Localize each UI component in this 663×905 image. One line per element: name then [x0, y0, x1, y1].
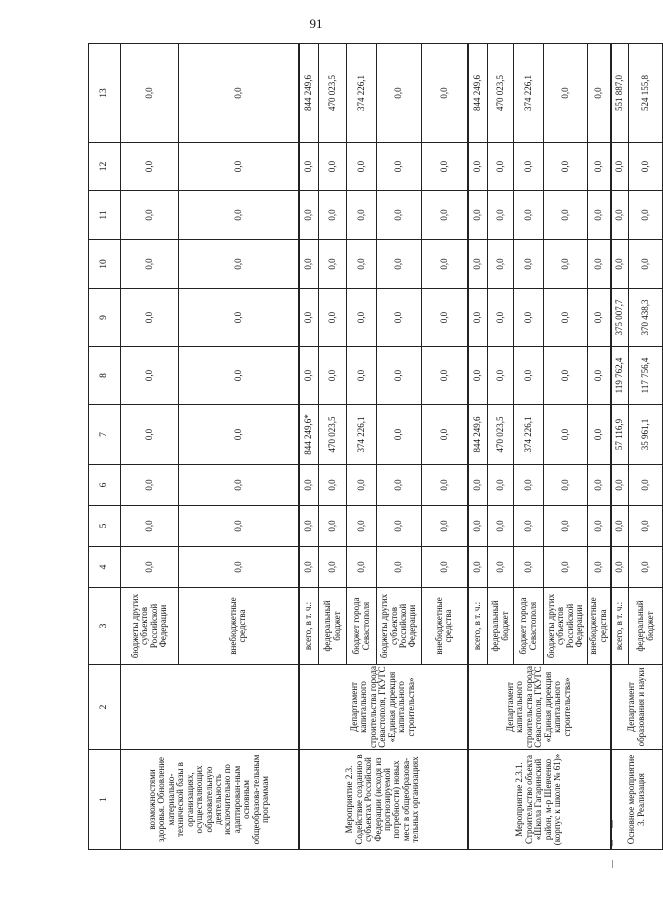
col-num-6: 6 — [89, 465, 121, 506]
value-cell: 0,0 — [299, 143, 319, 191]
value-cell: 0,0 — [544, 405, 588, 465]
value-cell: 0,0 — [514, 547, 544, 588]
value-cell: 0,0 — [544, 289, 588, 347]
value-cell: 0,0 — [468, 143, 488, 191]
value-cell: 0,0 — [629, 547, 663, 588]
value-cell: 0,0 — [121, 405, 179, 465]
value-cell: 0,0 — [468, 347, 488, 405]
value-cell: 0,0 — [488, 547, 514, 588]
value-cell: 0,0 — [377, 289, 422, 347]
value-cell: 0,0 — [347, 143, 377, 191]
funding-source: всего, в т. ч.: — [299, 588, 319, 665]
value-cell: 470 023,5 — [488, 405, 514, 465]
value-cell: 0,0 — [121, 347, 179, 405]
value-cell: 844 249,6 — [299, 44, 319, 143]
margin-mark — [612, 820, 613, 828]
value-cell: 0,0 — [319, 143, 347, 191]
value-cell: 0,0 — [488, 506, 514, 547]
table-row — [121, 44, 179, 850]
value-cell: 0,0 — [121, 240, 179, 289]
col-num-10: 10 — [89, 240, 121, 289]
value-cell: 0,0 — [488, 240, 514, 289]
col-num-2: 2 — [89, 665, 121, 750]
page-number: 91 — [309, 16, 323, 31]
value-cell: 0,0 — [629, 143, 663, 191]
value-cell: 0,0 — [514, 191, 544, 240]
value-cell: 0,0 — [514, 240, 544, 289]
value-cell: 0,0 — [377, 44, 422, 143]
value-cell: 0,0 — [544, 240, 588, 289]
value-cell: 0,0 — [347, 547, 377, 588]
value-cell: 0,0 — [347, 506, 377, 547]
value-cell: 0,0 — [468, 240, 488, 289]
value-cell: 0,0 — [121, 506, 179, 547]
value-cell: 0,0 — [422, 44, 468, 143]
value-cell: 0,0 — [588, 44, 611, 143]
value-cell: 0,0 — [544, 347, 588, 405]
value-cell: 0,0 — [544, 191, 588, 240]
funding-source: федеральный бюджет — [319, 588, 347, 665]
table-row — [611, 44, 629, 850]
value-cell: 0,0 — [299, 547, 319, 588]
value-cell: 0,0 — [588, 465, 611, 506]
value-cell: 0,0 — [377, 405, 422, 465]
funding-source: всего, в т. ч.: — [611, 588, 629, 665]
value-cell: 0,0 — [588, 506, 611, 547]
value-cell: 0,0 — [347, 191, 377, 240]
value-cell: 0,0 — [299, 289, 319, 347]
value-cell: 0,0 — [588, 289, 611, 347]
col-num-5: 5 — [89, 506, 121, 547]
value-cell: 0,0 — [179, 405, 299, 465]
value-cell: 0,0 — [347, 465, 377, 506]
value-cell: 0,0 — [422, 240, 468, 289]
value-cell: 0,0 — [179, 289, 299, 347]
value-cell: 0,0 — [319, 506, 347, 547]
value-cell: 0,0 — [319, 465, 347, 506]
value-cell: 470 023,5 — [319, 405, 347, 465]
col-num-4: 4 — [89, 547, 121, 588]
value-cell: 470 023,5 — [488, 44, 514, 143]
value-cell: 0,0 — [319, 347, 347, 405]
value-cell: 0,0 — [514, 465, 544, 506]
value-cell: 0,0 — [121, 191, 179, 240]
value-cell: 0,0 — [611, 506, 629, 547]
value-cell: 0,0 — [611, 191, 629, 240]
value-cell: 0,0 — [544, 547, 588, 588]
col-num-1: 1 — [89, 750, 121, 850]
value-cell: 0,0 — [377, 191, 422, 240]
value-cell: 370 438,3 — [629, 289, 663, 347]
value-cell: 0,0 — [611, 465, 629, 506]
value-cell: 0,0 — [422, 191, 468, 240]
value-cell: 524 155,8 — [629, 44, 663, 143]
value-cell: 0,0 — [611, 240, 629, 289]
value-cell: 0,0 — [468, 506, 488, 547]
value-cell: 0,0 — [468, 289, 488, 347]
value-cell: 0,0 — [299, 347, 319, 405]
executor-cell — [121, 665, 299, 750]
value-cell: 0,0 — [488, 347, 514, 405]
margin-mark — [612, 860, 613, 868]
col-num-7: 7 — [89, 405, 121, 465]
funding-source: федеральный бюджет — [488, 588, 514, 665]
value-cell: 0,0 — [422, 347, 468, 405]
value-cell: 0,0 — [377, 465, 422, 506]
value-cell: 0,0 — [544, 506, 588, 547]
value-cell: 117 756,4 — [629, 347, 663, 405]
value-cell: 0,0 — [514, 506, 544, 547]
funding-source: бюджеты других субъектов Российской Федерации — [121, 588, 179, 665]
value-cell: 844 249,6 — [468, 44, 488, 143]
value-cell: 0,0 — [468, 547, 488, 588]
funding-source: внебюджетные средства — [422, 588, 468, 665]
table-row — [299, 44, 319, 850]
value-cell: 0,0 — [179, 44, 299, 143]
col-num-8: 8 — [89, 347, 121, 405]
value-cell: 0,0 — [468, 465, 488, 506]
funding-source: бюджеты других субъектов Российской Федерации — [544, 588, 588, 665]
value-cell: 0,0 — [179, 240, 299, 289]
value-cell: 0,0 — [347, 240, 377, 289]
value-cell: 551 887,0 — [611, 44, 629, 143]
value-cell: 0,0 — [121, 465, 179, 506]
funding-source: федеральный бюджет — [629, 588, 663, 665]
value-cell: 844 249,6* — [299, 405, 319, 465]
margin-mark — [612, 840, 613, 846]
value-cell: 0,0 — [468, 191, 488, 240]
value-cell: 0,0 — [488, 465, 514, 506]
value-cell: 0,0 — [422, 143, 468, 191]
value-cell: 0,0 — [629, 191, 663, 240]
col-num-9: 9 — [89, 289, 121, 347]
value-cell: 0,0 — [179, 465, 299, 506]
budget-table — [88, 43, 663, 850]
activity-description: Основное мероприятие 3. Реализация — [611, 750, 663, 850]
value-cell: 0,0 — [588, 405, 611, 465]
value-cell: 0,0 — [629, 506, 663, 547]
col-num-3: 3 — [89, 588, 121, 665]
value-cell: 0,0 — [588, 547, 611, 588]
value-cell: 0,0 — [299, 240, 319, 289]
value-cell: 0,0 — [611, 143, 629, 191]
value-cell: 0,0 — [319, 240, 347, 289]
value-cell: 0,0 — [377, 506, 422, 547]
value-cell: 0,0 — [319, 289, 347, 347]
value-cell: 374 226,1 — [347, 44, 377, 143]
value-cell: 470 023,5 — [319, 44, 347, 143]
value-cell: 0,0 — [121, 547, 179, 588]
value-cell: 0,0 — [422, 506, 468, 547]
value-cell: 374 226,1 — [514, 405, 544, 465]
funding-source: внебюджетные средства — [588, 588, 611, 665]
value-cell: 0,0 — [179, 191, 299, 240]
value-cell: 0,0 — [179, 506, 299, 547]
col-num-12: 12 — [89, 143, 121, 191]
column-number-row — [89, 44, 121, 850]
value-cell: 35 961,1 — [629, 405, 663, 465]
activity-description: возможностями здоровья. Обновление материально-технической базы в организациях, осуществляющих образовательную деятельность исключительно по адаптирован-ным основным общеобразова-тельным программам — [121, 750, 299, 850]
value-cell: 0,0 — [422, 289, 468, 347]
value-cell: 374 226,1 — [514, 44, 544, 143]
value-cell: 0,0 — [377, 547, 422, 588]
executor-cell: Департамент образования и науки — [611, 665, 663, 750]
value-cell: 0,0 — [377, 240, 422, 289]
value-cell: 0,0 — [588, 191, 611, 240]
value-cell: 0,0 — [611, 547, 629, 588]
value-cell: 57 116,9 — [611, 405, 629, 465]
table-row — [468, 44, 488, 850]
value-cell: 0,0 — [488, 289, 514, 347]
activity-description: Мероприятие 2.3. Содействие созданию в субъектах Российской Федерации (исходя из прогнозируемой потребности) новых мест в общеобразова-тельных организациях — [299, 750, 468, 850]
col-num-11: 11 — [89, 191, 121, 240]
value-cell: 0,0 — [629, 465, 663, 506]
value-cell: 0,0 — [319, 191, 347, 240]
col-num-13: 13 — [89, 44, 121, 143]
value-cell: 0,0 — [179, 143, 299, 191]
value-cell: 0,0 — [347, 289, 377, 347]
value-cell: 0,0 — [544, 143, 588, 191]
value-cell: 0,0 — [299, 465, 319, 506]
value-cell: 0,0 — [629, 240, 663, 289]
value-cell: 0,0 — [588, 347, 611, 405]
value-cell: 0,0 — [422, 405, 468, 465]
value-cell: 0,0 — [588, 143, 611, 191]
value-cell: 844 249,6 — [468, 405, 488, 465]
activity-description: Мероприятие 2.3.1. Строительство объекта «Школа Гагаринский район, м-р Шевченко (корпус к школе № 61)» — [468, 750, 611, 850]
value-cell: 0,0 — [422, 547, 468, 588]
value-cell: 0,0 — [488, 143, 514, 191]
value-cell: 0,0 — [514, 347, 544, 405]
value-cell: 0,0 — [544, 465, 588, 506]
value-cell: 0,0 — [422, 465, 468, 506]
value-cell: 0,0 — [121, 143, 179, 191]
executor-cell: Департамент капитального строительства города Севастополя, ГКУГС «Единая дирекция капитального строительства» — [468, 665, 611, 750]
rotated-table-frame — [88, 44, 655, 850]
value-cell: 0,0 — [179, 547, 299, 588]
value-cell: 0,0 — [514, 143, 544, 191]
value-cell: 0,0 — [179, 347, 299, 405]
value-cell: 0,0 — [319, 547, 347, 588]
executor-cell: Департамент капитального строительства города Севастополя, ГКУГС «Единая дирекция капитального строительства» — [299, 665, 468, 750]
funding-source: бюджет города Севастополя — [514, 588, 544, 665]
value-cell: 375 007,7 — [611, 289, 629, 347]
value-cell: 0,0 — [121, 44, 179, 143]
value-cell: 0,0 — [121, 289, 179, 347]
value-cell: 0,0 — [377, 347, 422, 405]
value-cell: 374 226,1 — [347, 405, 377, 465]
funding-source: бюджеты других субъектов Российской Федерации — [377, 588, 422, 665]
value-cell: 0,0 — [588, 240, 611, 289]
funding-source: бюджет города Севастополя — [347, 588, 377, 665]
value-cell: 0,0 — [377, 143, 422, 191]
value-cell: 0,0 — [488, 191, 514, 240]
value-cell: 119 762,4 — [611, 347, 629, 405]
value-cell: 0,0 — [299, 191, 319, 240]
value-cell: 0,0 — [347, 347, 377, 405]
value-cell: 0,0 — [299, 506, 319, 547]
funding-source: всего, в т. ч.: — [468, 588, 488, 665]
funding-source: внебюджетные средства — [179, 588, 299, 665]
value-cell: 0,0 — [514, 289, 544, 347]
value-cell: 0,0 — [544, 44, 588, 143]
